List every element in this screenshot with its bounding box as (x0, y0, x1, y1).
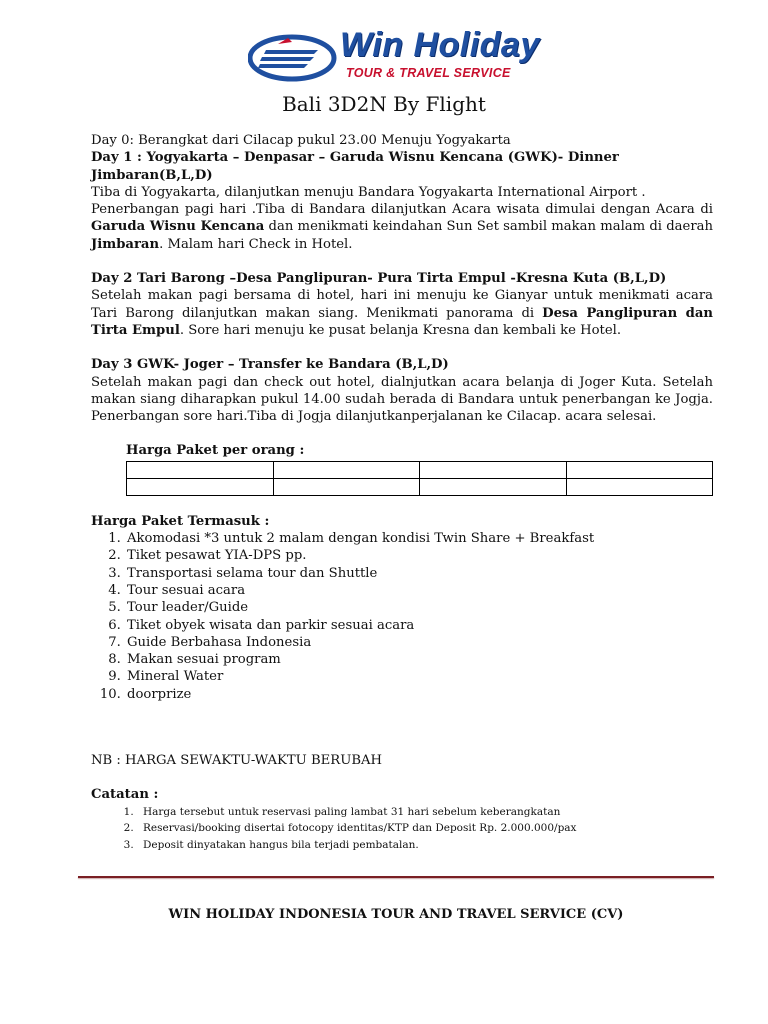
day1-description: Penerbangan pagi hari .Tiba di Bandara dilanjutkan Acara wisata dimulai dengan Acara di Garuda Wisnu Kencana dan menikmati keindahan Sun Set sambil makan malam di daerah Jimbaran. Malam hari Check in Hotel. (91, 202, 713, 252)
day2-description: Setelah makan pagi bersama di hotel, hari ini menuju ke Gianyar untuk menikmati acara Tari Barong dilanjutkan makan siang. Menikmati panorama di Desa Panglipuran dan Tirta Empul. Sore hari menuju ke pusat belanja Kresna dan kembali ke Hotel. (91, 288, 713, 338)
table-cell (127, 478, 274, 495)
table-cell (273, 478, 420, 495)
day1-arrival: Tiba di Yogyakarta, dilanjutkan menuju Bandara Yogyakarta International Airport . (91, 184, 646, 200)
table-cell (420, 461, 567, 478)
day2-heading: Day 2 Tari Barong –Desa Panglipuran- Pura Tirta Empul -Kresna Kuta (B,L,D) (91, 271, 667, 287)
day3-description: Setelah makan pagi dan check out hotel, dialnjutkan acara belanja di Joger Kuta. Setelah makan siang diharapkan pukul 14.00 sudah berada di Bandara untuk penerbangan ke Jogja. Penerbangan sore hari.Tiba di Jogja dilanjutkanperjalanan ke Cilacap. acara selesai. (91, 374, 713, 425)
list-item: 1. Akomodasi *3 untuk 2 malam dengan kondisi Twin Share + Breakfast (125, 530, 713, 547)
table-cell (273, 461, 420, 478)
table-cell (566, 478, 713, 495)
price-label: Harga Paket per orang : (126, 443, 305, 459)
day3-heading: Day 3 GWK- Joger – Transfer ke Bandara (B,L,D) (91, 357, 449, 373)
table-row (127, 461, 713, 478)
day1-heading: Day 1 : Yogyakarta – Denpasar – Garuda Wisnu Kencana (GWK)- Dinner Jimbaran(B,L,D) (91, 150, 619, 183)
company-logo (248, 26, 560, 84)
table-cell (420, 478, 567, 495)
price-table (126, 461, 713, 496)
list-item: 2. Tiket pesawat YIA-DPS pp. (125, 547, 713, 564)
includes-list (91, 530, 713, 703)
includes-heading: Harga Paket Termasuk : (91, 513, 270, 529)
list-item: 6. Tiket obyek wisata dan parkir sesuai acara (125, 617, 713, 634)
list-item: 5. Tour leader/Guide (125, 599, 713, 616)
list-item: 8. Makan sesuai program (125, 651, 713, 668)
page-title: Bali 3D2N By Flight (282, 92, 486, 116)
list-item: 2. Reservasi/booking disertai fotocopy identitas/KTP dan Deposit Rp. 2.000.000/pax (137, 820, 713, 837)
table-row (127, 478, 713, 495)
logo-swoosh-icon (248, 32, 340, 82)
logo-wordmark: Win Holiday (340, 26, 540, 64)
day0-line: Day 0: Berangkat dari Cilacap pukul 23.00 Menuju Yogyakarta (91, 133, 511, 148)
list-item: 3. Transportasi selama tour dan Shuttle (125, 565, 713, 582)
table-cell (566, 461, 713, 478)
list-item: 10. doorprize (125, 686, 713, 703)
footer-divider (78, 876, 714, 878)
nb-notice: NB : HARGA SEWAKTU-WAKTU BERUBAH (91, 753, 383, 769)
logo-tagline: TOUR & TRAVEL SERVICE (346, 66, 511, 80)
itinerary-body (91, 132, 713, 853)
notes-list (91, 804, 713, 854)
table-cell (127, 461, 274, 478)
list-item: 7. Guide Berbahasa Indonesia (125, 634, 713, 651)
list-item: 1. Harga tersebut untuk reservasi paling lambat 31 hari sebelum keberangkatan (137, 804, 713, 821)
list-item: 4. Tour sesuai acara (125, 582, 713, 599)
footer-company-name: WIN HOLIDAY INDONESIA TOUR AND TRAVEL SERVICE (CV) (168, 907, 624, 922)
list-item: 9. Mineral Water (125, 668, 713, 685)
notes-heading: Catatan : (91, 787, 159, 803)
list-item: 3. Deposit dinyatakan hangus bila terjadi pembatalan. (137, 837, 713, 854)
